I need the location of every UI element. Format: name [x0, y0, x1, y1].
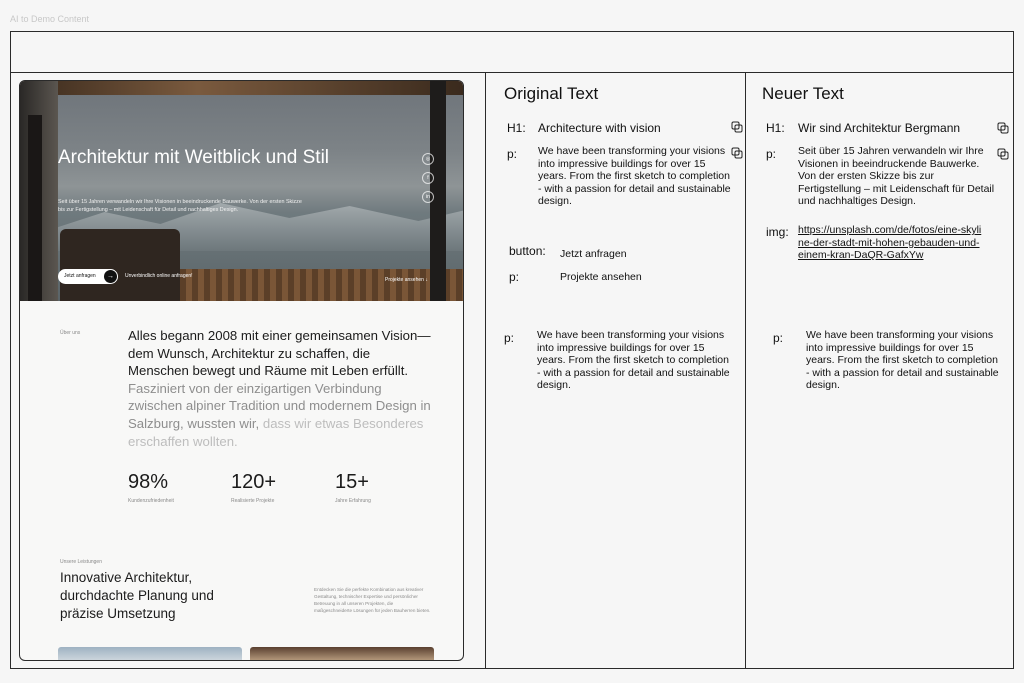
new-p-value: Seit über 15 Jahren verwandeln wir Ihre Visionen in beeindruckende Bauwerke. Von der ersten Skizze bis zur Fertigstellung – mit Leidenschaft für Detail und nachhaltiges Design.	[798, 145, 995, 208]
facebook-icon[interactable]: f	[422, 172, 434, 184]
hero-image-post	[430, 81, 446, 301]
projects-link-label: Projekte ansehen	[385, 277, 424, 283]
stat-value: 15+	[335, 471, 369, 493]
original-h1-value: Architecture with vision	[538, 121, 661, 135]
top-toolbar-area	[11, 32, 1013, 73]
h1-label: H1:	[766, 121, 785, 135]
service-image	[250, 647, 434, 661]
copy-icon[interactable]	[997, 148, 1009, 160]
new-p3-value: We have been transforming your visions into impressive buildings for over 15 years. From the first sketch to completion - with a passion for detail and sustainable design.	[806, 329, 999, 392]
services-label: Unsere Leistungen	[60, 559, 102, 565]
hero-subtitle: Seit über 15 Jahren verwandeln wir Ihre Visionen in beeindruckende Bauwerke. Von der ersten Skizze bis zur Fertigstellung – mit Leidenschaft für Detail und nachhaltiges Design.	[58, 199, 302, 213]
hero-secondary-link[interactable]: Unverbindlich online anfragen!	[125, 273, 193, 279]
original-p2-value: Projekte ansehen	[560, 271, 642, 283]
new-img-value[interactable]	[798, 224, 983, 262]
p-label: p:	[507, 147, 518, 161]
about-text-mid: Fasziniert von der einzigartigen Verbindung zwischen alpiner Tradition und modernem Design in Salzburg, wussten wir,	[128, 380, 431, 431]
about-text-strong: Alles begann 2008 mit einer gemeinsamen Vision—dem Wunsch, Architektur zu schaffen, die Menschen bewegt und Räume mit Leben erfüllt.	[128, 328, 431, 379]
hero-title: Architektur mit Weitblick und Stil	[58, 147, 330, 168]
original-p-value: We have been transforming your visions into impressive buildings for over 15 years. From the first sketch to completion - with a passion for detail and sustainable design.	[538, 145, 731, 208]
p-label: p:	[504, 331, 515, 345]
stat-item	[335, 471, 371, 504]
new-h1-value: Wir sind Architektur Bergmann	[798, 121, 961, 135]
p-label: p:	[766, 147, 777, 161]
p-label: p:	[509, 270, 520, 284]
column-divider	[485, 73, 486, 668]
stat-value: 120+	[231, 471, 277, 493]
app-title: AI to Demo Content	[10, 14, 90, 24]
hero-image-railing	[180, 269, 463, 301]
h1-label: H1:	[507, 121, 526, 135]
stat-label: Kundenzufriedenheit	[128, 498, 174, 504]
service-image	[58, 647, 242, 661]
hero-image-chair	[60, 229, 180, 301]
instagram-icon[interactable]: ◎	[422, 153, 434, 165]
stat-item	[128, 471, 174, 504]
original-column-title: Original Text	[504, 84, 599, 103]
about-text-faint: dass wir etwas Besonderes erschaffen wollten.	[128, 415, 424, 449]
hero-image-ceiling	[20, 81, 463, 95]
linkedin-icon[interactable]: in	[422, 191, 434, 203]
services-title: Innovative Architektur, durchdachte Planung und präzise Umsetzung	[60, 570, 214, 621]
stat-item	[231, 471, 276, 504]
button-label: button:	[509, 244, 546, 258]
original-button-value: Jetzt anfragen	[560, 248, 627, 260]
new-column-title: Neuer Text	[762, 84, 844, 103]
about-text	[128, 327, 433, 450]
arrow-down-icon: ↓	[425, 277, 428, 283]
stat-label: Jahre Erfahrung	[335, 498, 371, 504]
hero-image-lamp	[28, 115, 42, 301]
stat-value: 98%	[128, 471, 169, 493]
services-description: Entdecken Sie die perfekte Kombination aus kreativer Gestaltung, technischer Expertise und persönlicher Betreuung in all unseren Projekten, die maßgeschneiderte Lösungen für jeden Bauherren bieten.	[314, 587, 431, 613]
image-url-link[interactable]: https://unsplash.com/de/fotos/eine-skyline-der-stadt-mit-hohen-gebauden-und-einem-kran-DaQR-GafxYw	[798, 224, 982, 262]
img-label: img:	[766, 225, 789, 239]
arrow-right-icon: →	[104, 270, 117, 283]
stat-label: Realisierte Projekte	[231, 498, 275, 504]
editor-frame	[10, 31, 1014, 669]
column-divider	[745, 73, 746, 668]
p-label: p:	[773, 331, 784, 345]
original-p3-value: We have been transforming your visions into impressive buildings for over 15 years. From the first sketch to completion - with a passion for detail and sustainable design.	[537, 329, 730, 392]
copy-icon[interactable]	[731, 147, 743, 159]
copy-icon[interactable]	[997, 122, 1009, 134]
hero-cta-button[interactable]	[58, 269, 118, 284]
website-preview	[19, 80, 464, 661]
projects-link[interactable]	[385, 277, 428, 283]
copy-icon[interactable]	[731, 121, 743, 133]
hero-section	[20, 81, 463, 301]
about-label: Über uns	[60, 330, 81, 336]
hero-cta-label: Jetzt anfragen	[64, 273, 96, 279]
